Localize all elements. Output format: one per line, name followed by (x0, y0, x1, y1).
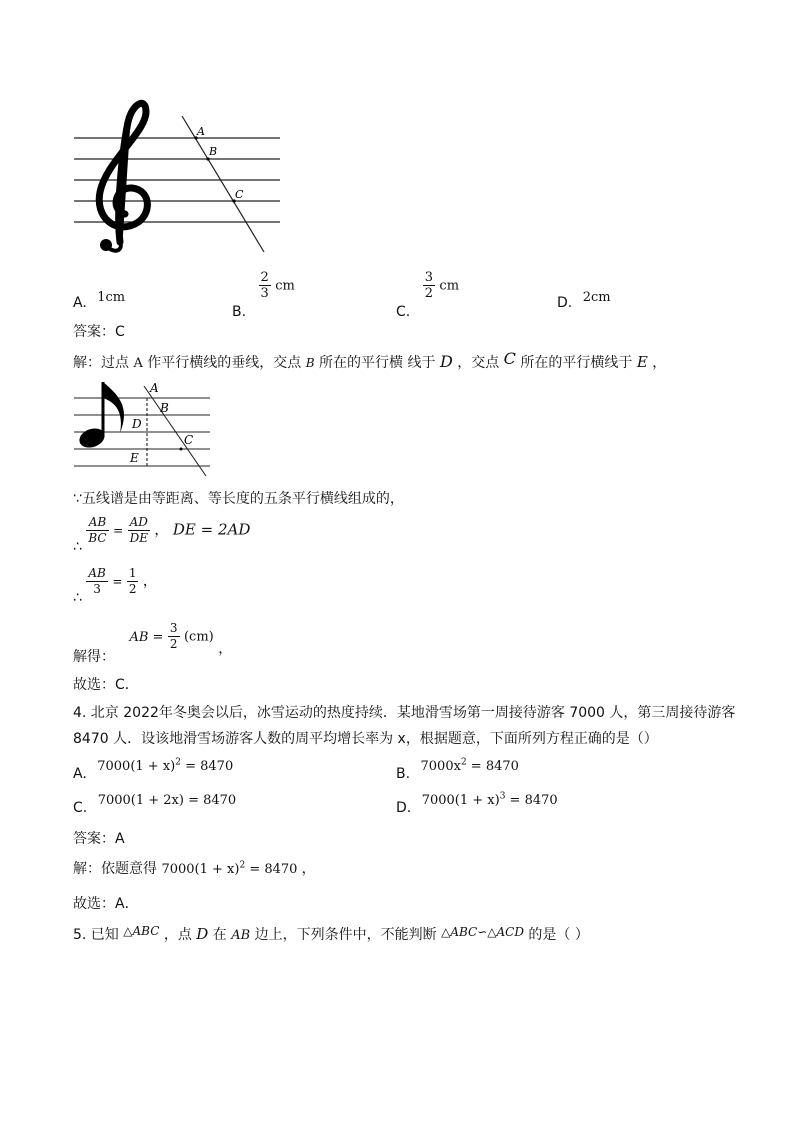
fig2-label-d: D (132, 417, 142, 431)
sol-text-5: 所在的平行横线于 (520, 355, 633, 371)
q4-a-expr (97, 759, 233, 774)
frac-3-2-num: 3 (169, 621, 178, 635)
eq-sign-2: = (112, 574, 123, 589)
choose-q3: 故选：C． (73, 677, 139, 693)
therefore-line-2 (73, 566, 157, 606)
option-a-value: 1cm (97, 290, 126, 305)
q4-sol-expr (161, 862, 301, 877)
option-b-unit: cm (275, 278, 295, 294)
label-c: C (235, 188, 244, 201)
option-b-fraction (259, 270, 271, 301)
q4-c-expr: 7000(1 + 2x) = 8470 (97, 793, 237, 808)
frac-ab-3-num: AB (88, 566, 106, 580)
treble-clef-icon (99, 103, 147, 251)
label-b: B (209, 145, 218, 158)
option-d-value: 2cm (582, 290, 611, 305)
frac-3-2 (168, 621, 180, 652)
frac-ad-de-num: AD (128, 515, 150, 531)
q5-line (73, 924, 589, 944)
frac-ad-de (128, 515, 150, 546)
q5-text-1: 5. 已知 (73, 927, 119, 943)
frac-ab-3-den: 3 (93, 582, 101, 596)
frac-ad-de-den: DE (129, 531, 148, 545)
q4-line2: 8470 人．设该地滑雪场游客人数的周平均增长率为 x，根据题意，下面所列方程正确的是（） (73, 731, 658, 747)
option-c-fraction (423, 270, 435, 301)
therefore-symbol-2: ∴ (73, 589, 82, 606)
frac-ab-bc (86, 515, 108, 546)
option-b-letter: B. (232, 303, 247, 320)
q4-option-d (396, 792, 558, 817)
q4-option-a (73, 758, 234, 783)
q5-point-d: D (196, 925, 209, 943)
option-a-letter: A. (73, 295, 87, 311)
frac-ab-bc-num: AB (86, 515, 108, 531)
expr-de-2ad: DE = 2AD (172, 520, 251, 539)
staff-figure-2 (70, 378, 215, 478)
fig2-label-a: A (150, 381, 159, 395)
q4-a-exp: 2 (175, 758, 181, 768)
q4-b-letter: B. (396, 766, 411, 783)
therefore-line-1 (73, 515, 250, 555)
option-b-den: 3 (260, 286, 269, 301)
q4-sol-rhs: = 8470 (245, 862, 298, 877)
label-a: A (197, 125, 205, 138)
sol-text-1: 解：过点 (73, 355, 129, 371)
q5-triangle-abc: △ABC (123, 924, 160, 938)
unit-cm: (cm) (183, 629, 214, 645)
q4-sol-exp: 2 (239, 860, 246, 871)
q4-option-c (73, 792, 237, 816)
solution-q3-line1 (73, 349, 667, 372)
option-c-letter: C. (396, 303, 411, 320)
q5-text-2: ，点 (163, 927, 192, 943)
frac-1-2-den: 2 (128, 582, 137, 596)
q5-segment-ab: AB (231, 928, 251, 943)
q4-c-letter: C. (73, 800, 88, 816)
ab-eq: AB = (129, 629, 164, 645)
frac-1-2 (127, 566, 139, 597)
frac-1-2-num: 1 (128, 566, 137, 580)
q5-text-4: 边上，下列条件中，不能判断 (254, 927, 437, 943)
fig2-label-e: E (130, 451, 139, 465)
sol-point-d: D (439, 352, 453, 371)
q4-line1: 4. 北京 2022年冬奥会以后，冰雪运动的热度持续．某地滑雪场第一周接待游客 7000 人，第三周接待游客 (73, 705, 736, 721)
sol-text-4: ，交点 (457, 355, 500, 371)
q4-sol-tail: ， (301, 861, 316, 877)
eighth-note-icon (77, 382, 124, 451)
option-a (73, 290, 126, 311)
fig2-label-b: B (160, 401, 169, 415)
option-b (232, 270, 295, 320)
solve-line (73, 621, 233, 665)
answer-q3: 答案：C (73, 324, 125, 340)
q4-d-exp: 3 (499, 792, 506, 802)
q4-choose: 故选：A． (73, 896, 139, 912)
staff-figure-1 (70, 92, 285, 264)
q4-d-expr (422, 793, 558, 808)
sol-point-c: C (503, 349, 516, 368)
q4-d-rhs: = 8470 (505, 793, 558, 809)
sol-text-3: 所在的平行横 线于 (319, 355, 436, 371)
q4-a-letter: A. (73, 766, 87, 783)
fig2-label-c: C (184, 433, 194, 447)
option-b-num: 2 (260, 270, 269, 285)
frac-3-2-den: 2 (169, 637, 178, 651)
frac-ab-3 (86, 566, 107, 597)
option-d-letter: D. (557, 295, 573, 311)
comma-3: ， (218, 640, 233, 657)
q4-d-letter: D. (396, 800, 412, 817)
frac-ab-bc-den: BC (88, 531, 107, 545)
therefore-symbol-1: ∴ (73, 538, 82, 555)
q5-similarity: △ABC∽△ACD (441, 925, 524, 939)
comma-2: ， (142, 573, 157, 590)
option-c (396, 270, 460, 320)
q4-sol-prefix: 解：依题意得 (73, 861, 157, 877)
option-d (557, 290, 611, 311)
q4-option-b (396, 758, 519, 783)
q4-sol-base: 7000(1 + x) (161, 862, 240, 877)
q4-b-expr (421, 759, 519, 774)
solve-label: 解得： (73, 648, 115, 665)
sol-point-e: E (636, 353, 648, 371)
q5-text-3: 在 (212, 927, 227, 943)
q4-b-base: 7000x (420, 759, 461, 775)
q5-text-5: 的是（ ） (528, 927, 589, 943)
sol-text-2: 作平行横线的垂线，交点 (147, 355, 302, 371)
since-line: ∵五线谱是由等距离、等长度的五条平行横线组成的， (73, 491, 404, 507)
sol-point-b: B (305, 356, 315, 370)
q4-b-rhs: = 8470 (466, 759, 519, 775)
sol-point-a: A (133, 356, 143, 371)
q4-answer: 答案：A (73, 831, 125, 847)
eq-sign-1: = (113, 523, 124, 538)
q4-a-rhs: = 8470 (180, 759, 234, 775)
option-c-num: 3 (424, 270, 433, 285)
sol-text-6: ， (652, 355, 667, 371)
q4-solution (73, 858, 316, 878)
option-c-unit: cm (439, 278, 460, 294)
q4-a-base: 7000(1 + x) (97, 759, 176, 775)
q4-b-exp: 2 (460, 758, 467, 768)
q4-d-base: 7000(1 + x) (421, 793, 500, 809)
comma-1: ， (154, 522, 169, 539)
option-c-den: 2 (424, 286, 433, 301)
